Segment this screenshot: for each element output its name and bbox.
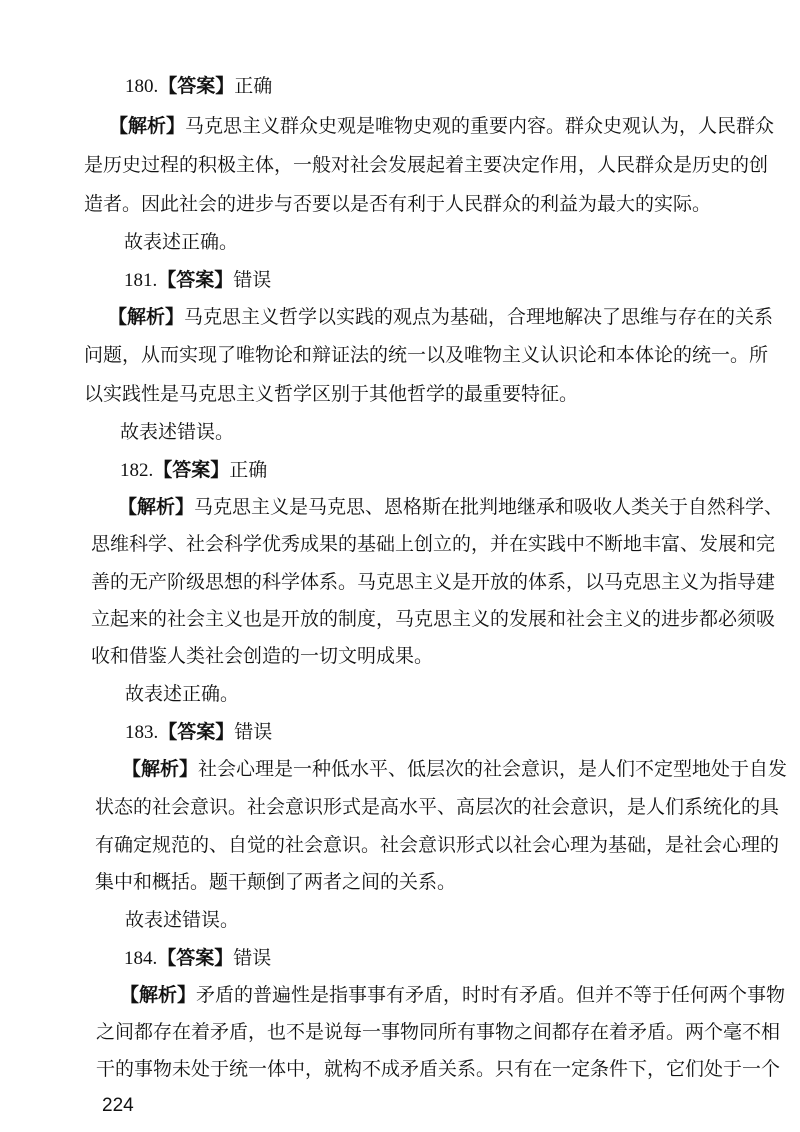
item-number: 184.: [124, 948, 158, 969]
analysis-line: 造者。因此社会的进步与否要以是否有利于人民群众的利益为最大的实际。: [84, 193, 712, 215]
analysis-tag: 【解析】: [118, 496, 195, 518]
answer-tag: 【答案】: [157, 947, 234, 969]
answer-value: 错误: [233, 947, 272, 969]
answer-value: 正确: [234, 75, 273, 97]
answer-heading-183: [125, 719, 272, 746]
analysis-text: 马克思主义哲学以实践的观点为基础，合理地解决了思维与存在的关系: [184, 306, 774, 328]
analysis-text: 马克思主义群众史观是唯物史观的重要内容。群众史观认为，人民群众: [185, 115, 775, 137]
analysis-line: 立起来的社会主义也是开放的制度，马克思主义的发展和社会主义的进步都必须吸: [91, 608, 776, 630]
item-number: 181.: [124, 270, 158, 291]
analysis-line: [118, 494, 783, 520]
page-number: 224: [102, 1095, 134, 1116]
answer-heading-184: [124, 945, 271, 972]
analysis-line: 集中和概括。题干颠倒了两者之间的关系。: [95, 871, 457, 893]
analysis-line: [108, 304, 773, 330]
answer-tag: 【答案】: [158, 721, 235, 743]
item-number: 182.: [120, 460, 154, 481]
analysis-line: 思维科学、社会科学优秀成果的基础上创立的，并在实践中不断地丰富、发展和完: [91, 533, 776, 555]
analysis-line: [122, 756, 787, 782]
analysis-line: 收和借鉴人类社会创造的一切文明成果。: [91, 645, 434, 667]
answer-value: 正确: [229, 459, 268, 481]
analysis-tag: 【解析】: [108, 306, 185, 328]
analysis-tag: 【解析】: [122, 758, 199, 780]
conclusion-text: 故表述错误。: [125, 909, 240, 931]
analysis-tag: 【解析】: [120, 984, 197, 1006]
answer-tag: 【答案】: [158, 75, 235, 97]
answer-heading-182: [120, 457, 267, 484]
answer-tag: 【答案】: [153, 459, 230, 481]
analysis-line: 以实践性是马克思主义哲学区别于其他哲学的最重要特征。: [84, 383, 579, 405]
answer-value: 错误: [233, 269, 272, 291]
analysis-text: 矛盾的普遍性是指事事有矛盾，时时有矛盾。但并不等于任何两个事物: [196, 984, 786, 1006]
answer-heading-180: [125, 73, 272, 100]
analysis-line: 是历史过程的积极主体，一般对社会发展起着主要决定作用，人民群众是历史的创: [84, 154, 769, 176]
analysis-line: 有确定规范的、自觉的社会意识。社会意识形式以社会心理为基础，是社会心理的: [95, 834, 780, 856]
item-number: 180.: [125, 76, 159, 97]
answer-tag: 【答案】: [157, 269, 234, 291]
answer-heading-181: [124, 267, 271, 294]
item-number: 183.: [125, 722, 159, 743]
analysis-line: 问题，从而实现了唯物论和辩证法的统一以及唯物主义认识论和本体论的统一。所: [84, 344, 769, 366]
analysis-text: 马克思主义是马克思、恩格斯在批判地继承和吸收人类关于自然科学、: [194, 496, 784, 518]
analysis-tag: 【解析】: [109, 115, 186, 137]
analysis-text: 社会心理是一种低水平、低层次的社会意识，是人们不定型地处于自发: [198, 758, 788, 780]
conclusion-text: 故表述正确。: [125, 683, 240, 705]
analysis-line: 之间都存在着矛盾，也不是说每一事物同所有事物之间都存在着矛盾。两个毫不相: [96, 1021, 781, 1043]
analysis-line: 干的事物未处于统一体中，就构不成矛盾关系。只有在一定条件下，它们处于一个: [96, 1058, 781, 1080]
answer-value: 错误: [234, 721, 273, 743]
conclusion-text: 故表述正确。: [124, 231, 239, 253]
analysis-line: 善的无产阶级思想的科学体系。马克思主义是开放的体系，以马克思主义为指导建: [91, 571, 776, 593]
analysis-line: 状态的社会意识。社会意识形式是高水平、高层次的社会意识，是人们系统化的具: [95, 796, 780, 818]
conclusion-text: 故表述错误。: [120, 421, 235, 443]
analysis-line: [120, 982, 785, 1008]
analysis-line: [109, 113, 774, 139]
